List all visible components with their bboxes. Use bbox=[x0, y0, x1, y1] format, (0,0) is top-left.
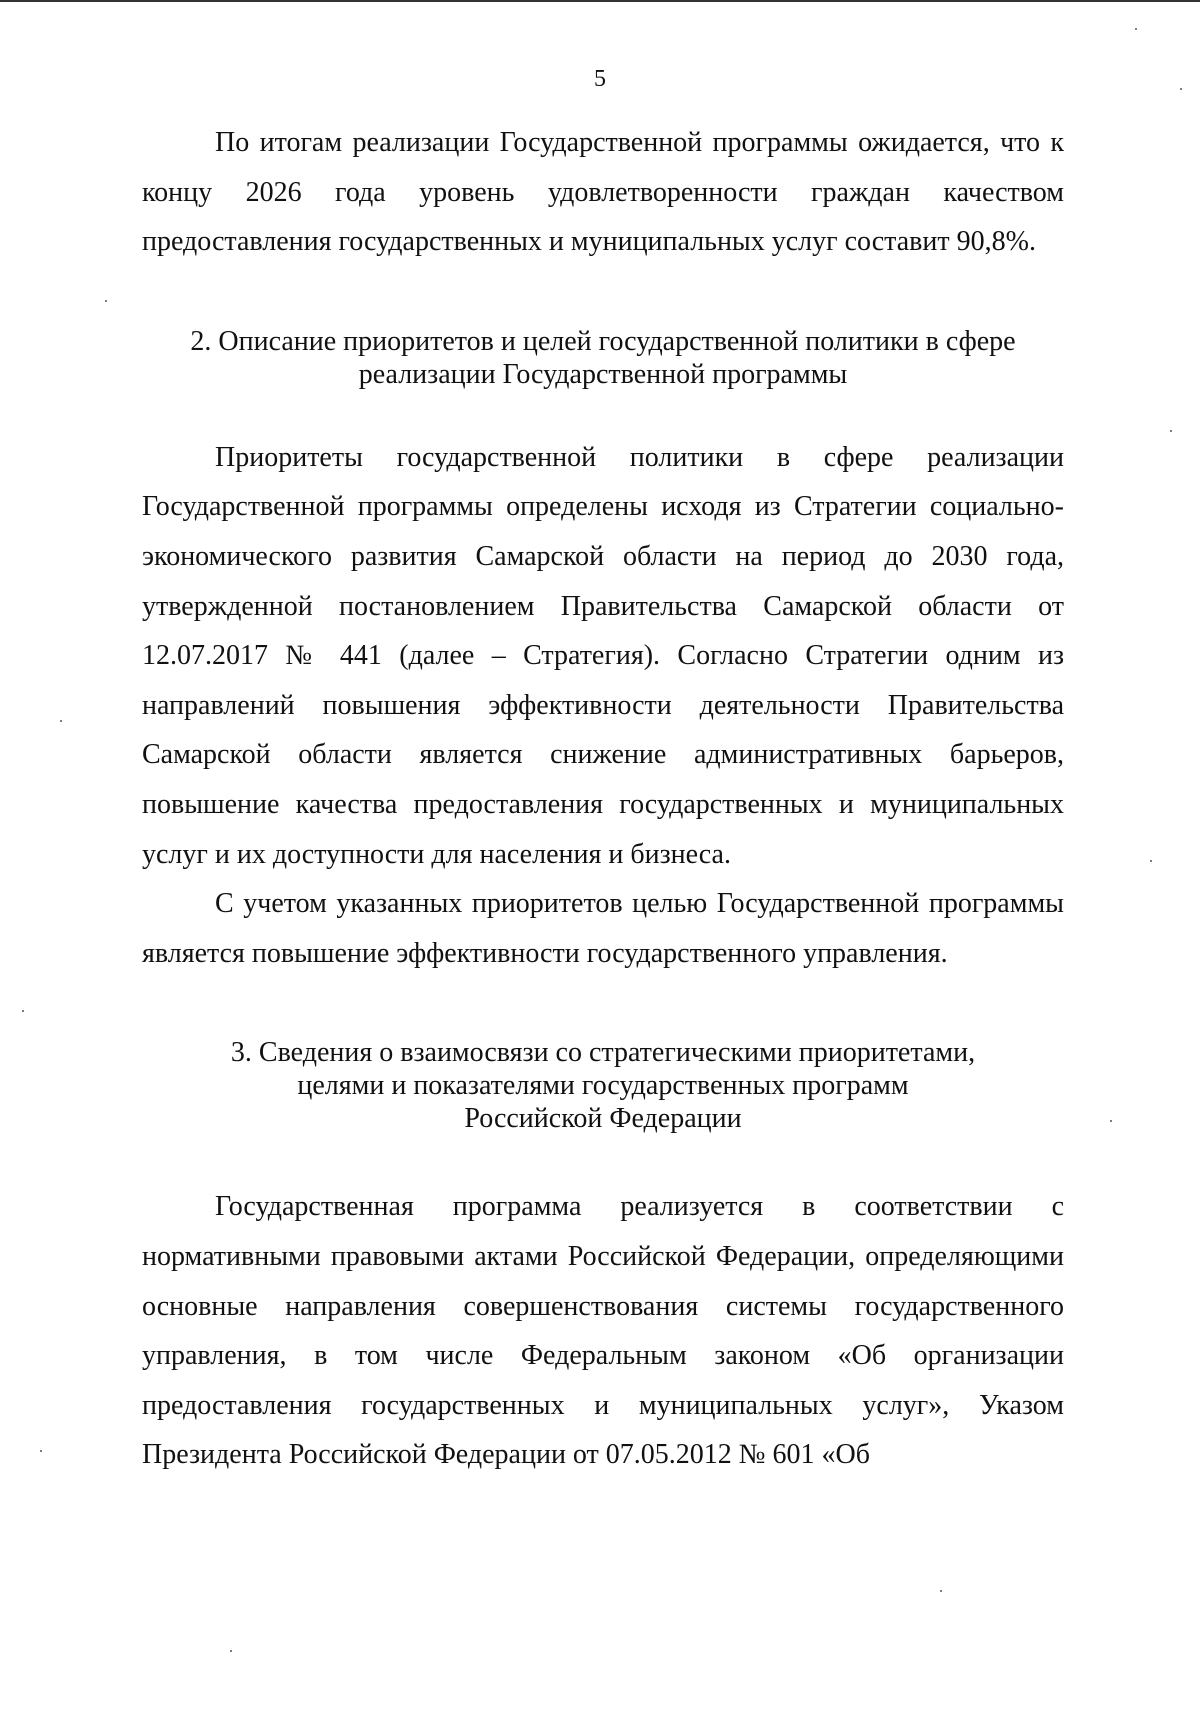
document-body bbox=[142, 118, 1064, 1480]
paragraph-legal-basis: Государственная программа реализуется в соответствии с нормативными правовыми актами Российской Федерации, определяющими основные направления совершенствования системы государственного управления, в том числе Федеральным законом «Об организации предоставления государственных и муниципальных услуг», Указом Президента Российской Федерации от 07.05.2012 № 601 «Об bbox=[142, 1191, 1064, 1471]
paragraph-priorities: Приоритеты государственной политики в сфере реализации Государственной программы определены исходя из Стратегии социально-экономического развития Самарской области на период до 2030 года, утвержденной постановлением Правительства Самарской области от 12.07.2017 № 441 (далее – Стратегия). Согласно Стратегии одним из направлений повышения эффективности деятельности Правительства Самарской области является снижение административных барьеров, повышение качества предоставления государственных и муниципальных услуг и их доступности для населения и бизнеса. bbox=[142, 441, 1064, 870]
section-2-heading bbox=[142, 325, 1064, 391]
scan-speck bbox=[1170, 430, 1172, 432]
section-3-heading-line-2: целями и показателями государственных программ bbox=[297, 1070, 909, 1102]
scan-speck bbox=[1150, 860, 1152, 862]
section-3-heading bbox=[142, 1036, 1064, 1135]
spacer bbox=[142, 1135, 1064, 1182]
scan-speck bbox=[940, 1590, 942, 1592]
section-3-heading-line-3: Российской Федерации bbox=[464, 1103, 742, 1135]
spacer bbox=[142, 391, 1064, 433]
page-number: 5 bbox=[594, 66, 606, 92]
paragraph-goal: С учетом указанных приоритетов целью Государственной программы является повышение эффективности государственного управления. bbox=[142, 888, 1064, 969]
scan-speck bbox=[1135, 28, 1137, 30]
section-2-heading-line-1: 2. Описание приоритетов и целей государственной политики в сфере bbox=[190, 325, 1016, 357]
scan-speck bbox=[1180, 88, 1182, 90]
scan-speck bbox=[105, 300, 107, 302]
spacer bbox=[142, 267, 1064, 325]
scan-speck bbox=[40, 1450, 42, 1452]
scan-speck bbox=[22, 1010, 24, 1012]
section-2-heading-line-2: реализации Государственной программы bbox=[358, 358, 848, 390]
paragraph-results: По итогам реализации Государственной программы ожидается, что к концу 2026 года уровень удовлетворенности граждан качеством предоставления государственных и муниципальных услуг составит 90,8%. bbox=[142, 127, 1064, 258]
scan-speck bbox=[60, 720, 62, 722]
scan-speck bbox=[1110, 1120, 1112, 1122]
scan-speck bbox=[230, 1650, 232, 1652]
spacer bbox=[142, 978, 1064, 1036]
scan-top-border bbox=[0, 0, 1200, 2]
section-3-heading-line-1: 3. Сведения о взаимосвязи со стратегическими приоритетами, bbox=[230, 1037, 976, 1069]
